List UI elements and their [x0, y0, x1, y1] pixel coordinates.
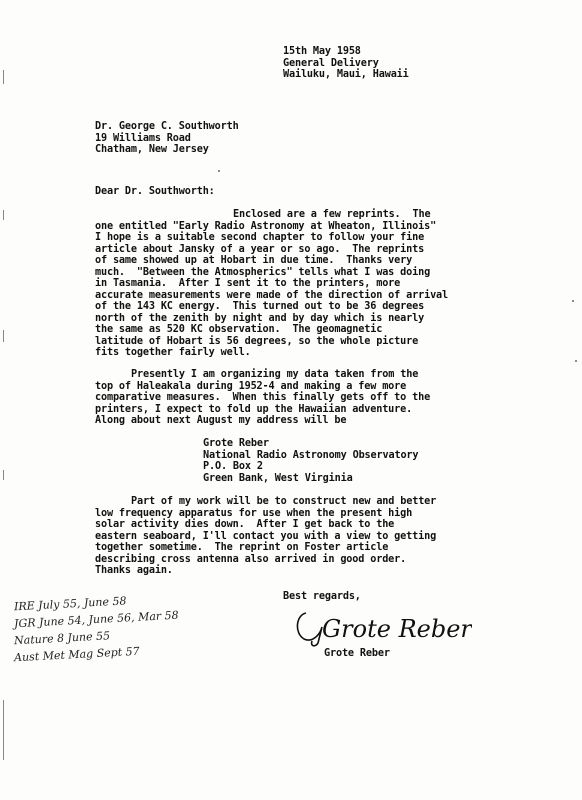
scan-edge-mark — [3, 70, 4, 84]
sender-address — [283, 46, 409, 81]
paragraph-line: latitude of Hobart is 56 degrees, so the whole picture — [95, 335, 419, 347]
future-address-org: National Radio Astronomy Observatory — [203, 449, 419, 461]
paragraph-line: together sometime. The reprint on Foster article — [95, 542, 389, 553]
future-address — [203, 438, 418, 484]
paragraph-line: accurate measurements were made of the direction of arrival — [95, 289, 449, 301]
salutation: Dear Dr. Southworth: — [95, 186, 215, 197]
recipient-city: Chatham, New Jersey — [95, 144, 209, 155]
paragraph-line: Along about next August my address will be — [95, 415, 347, 426]
handwritten-note: Nature 8 June 55 — [13, 629, 111, 648]
handwritten-note: JGR June 54, June 56, Mar 58 — [13, 608, 179, 631]
paragraph-line: one entitled "Early Radio Astronomy at Wheaton, Illinois" — [95, 220, 437, 232]
paragraph-line: in Tasmania. After I sent it to the printers, more — [95, 278, 401, 289]
letter-date: 15th May 1958 — [283, 46, 361, 57]
paragraph-2 — [95, 369, 430, 427]
handwritten-note: IRE July 55, June 58 — [13, 594, 127, 614]
paragraph-line: solar activity dies down. After I get back to the — [95, 519, 395, 530]
paragraph-line: I hope is a suitable second chapter to follow your fine — [95, 232, 425, 243]
scan-edge-mark — [3, 700, 4, 760]
handwritten-notes — [13, 594, 179, 665]
typed-signature-name: Grote Reber — [324, 648, 390, 659]
recipient-name: Dr. George C. Southworth — [95, 121, 239, 132]
signature-script: Grote Reber — [322, 615, 472, 643]
paragraph-3 — [95, 496, 436, 577]
paragraph-line: fits together fairly well. — [95, 347, 251, 358]
paragraph-line: Part of my work will be to construct new and better — [131, 496, 437, 507]
future-address-box: P.O. Box 2 — [203, 461, 263, 472]
paragraph-line: of same showed up at Hobart in due time. Thanks very — [95, 255, 413, 266]
paragraph-line: Presently I am organizing my data taken from the — [131, 369, 419, 380]
paragraph-1 — [95, 209, 448, 359]
recipient-street: 19 Williams Road — [95, 132, 191, 144]
paragraph-line: low frequency apparatus for use when the present high — [95, 507, 413, 519]
paragraph-line: comparative measures. When this finally gets off to the — [95, 392, 431, 403]
paragraph-line: Enclosed are a few reprints. The — [233, 209, 431, 220]
handwritten-signature — [292, 603, 472, 649]
scan-edge-mark — [3, 210, 4, 220]
recipient-address — [95, 121, 239, 156]
sender-address-line: Wailuku, Maui, Hawaii — [283, 69, 409, 80]
signature-stroke — [297, 613, 322, 646]
paragraph-line: describing cross antenna also arrived in good order. — [95, 553, 407, 565]
scan-edge-mark — [3, 470, 4, 480]
paragraph-line: top of Haleakala during 1952-4 and making a few more — [95, 380, 407, 392]
paragraph-line: the same as 520 KC observation. The geomagnetic — [95, 324, 383, 335]
future-address-name: Grote Reber — [203, 438, 269, 449]
scan-speck — [572, 300, 574, 302]
closing: Best regards, — [283, 591, 361, 602]
handwritten-note: Aust Met Mag Sept 57 — [13, 644, 140, 665]
paragraph-line: Thanks again. — [95, 565, 173, 576]
paragraph-line: article about Jansky of a year or so ago. The reprints — [95, 243, 425, 255]
paragraph-line: much. "Between the Atmospherics" tells what I was doing — [95, 266, 431, 278]
sender-address-line: General Delivery — [283, 57, 379, 69]
scan-speck — [218, 170, 220, 172]
paragraph-line: eastern seaboard, I'll contact you with a view to getting — [95, 530, 437, 542]
paragraph-line: north of the zenith by night and by day which is nearly — [95, 312, 425, 324]
scan-edge-mark — [3, 330, 4, 342]
future-address-city: Green Bank, West Virginia — [203, 472, 353, 484]
paragraph-line: of the 143 KC energy. This turned out to be 36 degrees — [95, 301, 425, 312]
paragraph-line: printers, I expect to fold up the Hawaiian adventure. — [95, 403, 413, 415]
scan-speck — [575, 360, 577, 362]
